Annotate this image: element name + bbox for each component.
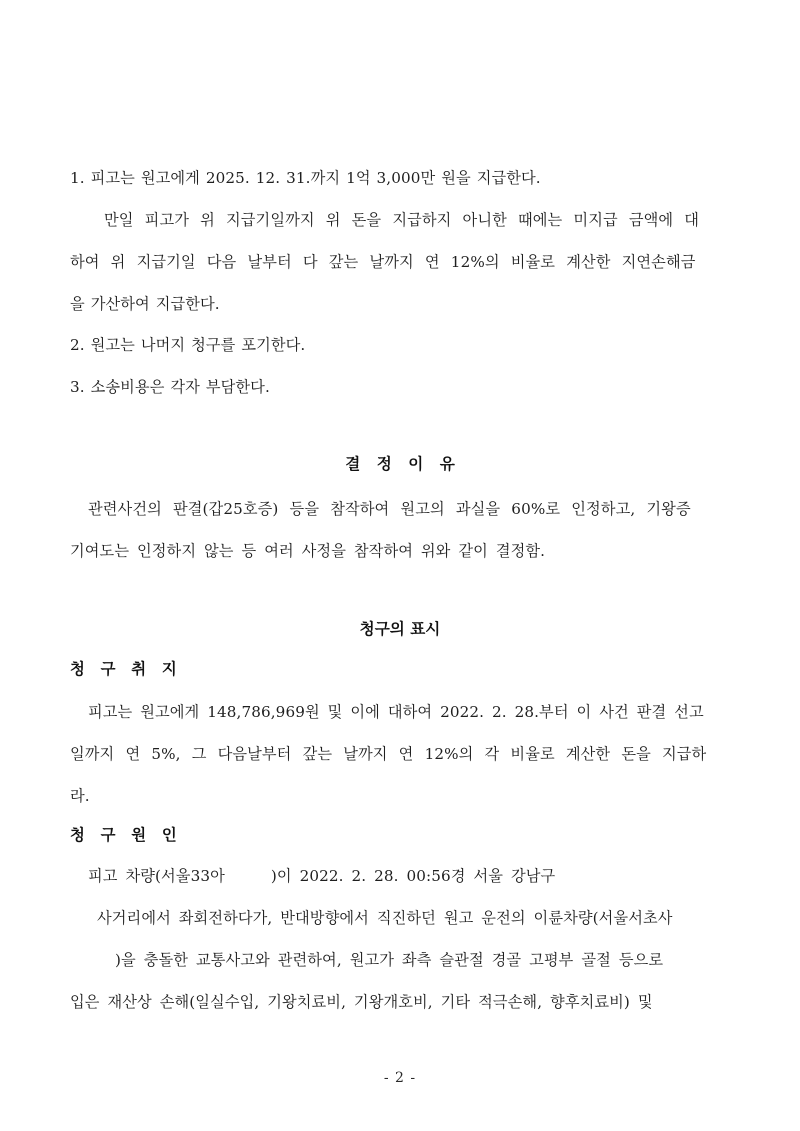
- document-body: [70, 0, 730, 1131]
- claim-cause-heading: 청 구 원 인: [70, 826, 182, 844]
- claim-cause-line-2: 사거리에서 좌회전하다가, 반대방향에서 직진하던 원고 운전의 이륜차량(서울서초사: [97, 909, 673, 927]
- reasons-line-1: 관련사건의 판결(갑25호증) 등을 참작하여 원고의 과실을 60%로 인정하고, 기왕증: [88, 500, 691, 518]
- claim-cause-line-3-text: )을 충돌한 교통사고와 관련하여, 원고가 좌측 슬관절 경골 고평부 골절 등으로: [115, 951, 664, 969]
- decision-item-1-sub-line-1: 만일 피고가 위 지급기일까지 위 돈을 지급하지 아니한 때에는 미지급 금액에 대: [104, 211, 700, 229]
- claim-cause-line-1-prefix: 피고 차량(서울33아: [88, 867, 225, 885]
- decision-item-3: 3. 소송비용은 각자 부담한다.: [70, 378, 270, 396]
- claim-display-heading: 청구의 표시: [359, 619, 441, 638]
- claim-purport-heading: 청 구 취 지: [70, 660, 182, 678]
- claim-purport-line-2: 일까지 연 5%, 그 다음날부터 갚는 날까지 연 12%의 각 비율로 계산한 돈을 지급하: [70, 745, 707, 763]
- claim-purport-line-1: 피고는 원고에게 148,786,969원 및 이에 대하여 2022. 2. 28.부터 이 사건 판결 선고: [88, 703, 704, 721]
- claim-cause-line-3: [115, 953, 663, 968]
- claim-purport-line-3: 라.: [70, 787, 90, 805]
- reasons-line-2: 기여도는 인정하지 않는 등 여러 사정을 참작하여 위와 같이 결정함.: [70, 542, 546, 560]
- claim-cause-line-4: 입은 재산상 손해(일실수입, 기왕치료비, 기왕개호비, 기타 적극손해, 향후치료비) 및: [70, 993, 653, 1011]
- claim-cause-line-1-suffix: )이 2022. 2. 28. 00:56경 서울 강남구: [270, 867, 556, 885]
- decision-item-1-sub-line-3: 을 가산하여 지급한다.: [70, 295, 220, 313]
- page-number-footer: - 2 -: [383, 1070, 417, 1086]
- claim-cause-line-1: [88, 869, 555, 884]
- decision-item-1-sub-line-2: 하여 위 지급기일 다음 날부터 다 갚는 날까지 연 12%의 비율로 계산한 지연손해금: [70, 253, 696, 271]
- decision-item-2: 2. 원고는 나머지 청구를 포기한다.: [70, 336, 306, 354]
- reasons-heading: 결 정 이 유: [345, 454, 461, 473]
- decision-item-1-line-1: 1. 피고는 원고에게 2025. 12. 31.까지 1억 3,000만 원을 지급한다.: [70, 169, 541, 187]
